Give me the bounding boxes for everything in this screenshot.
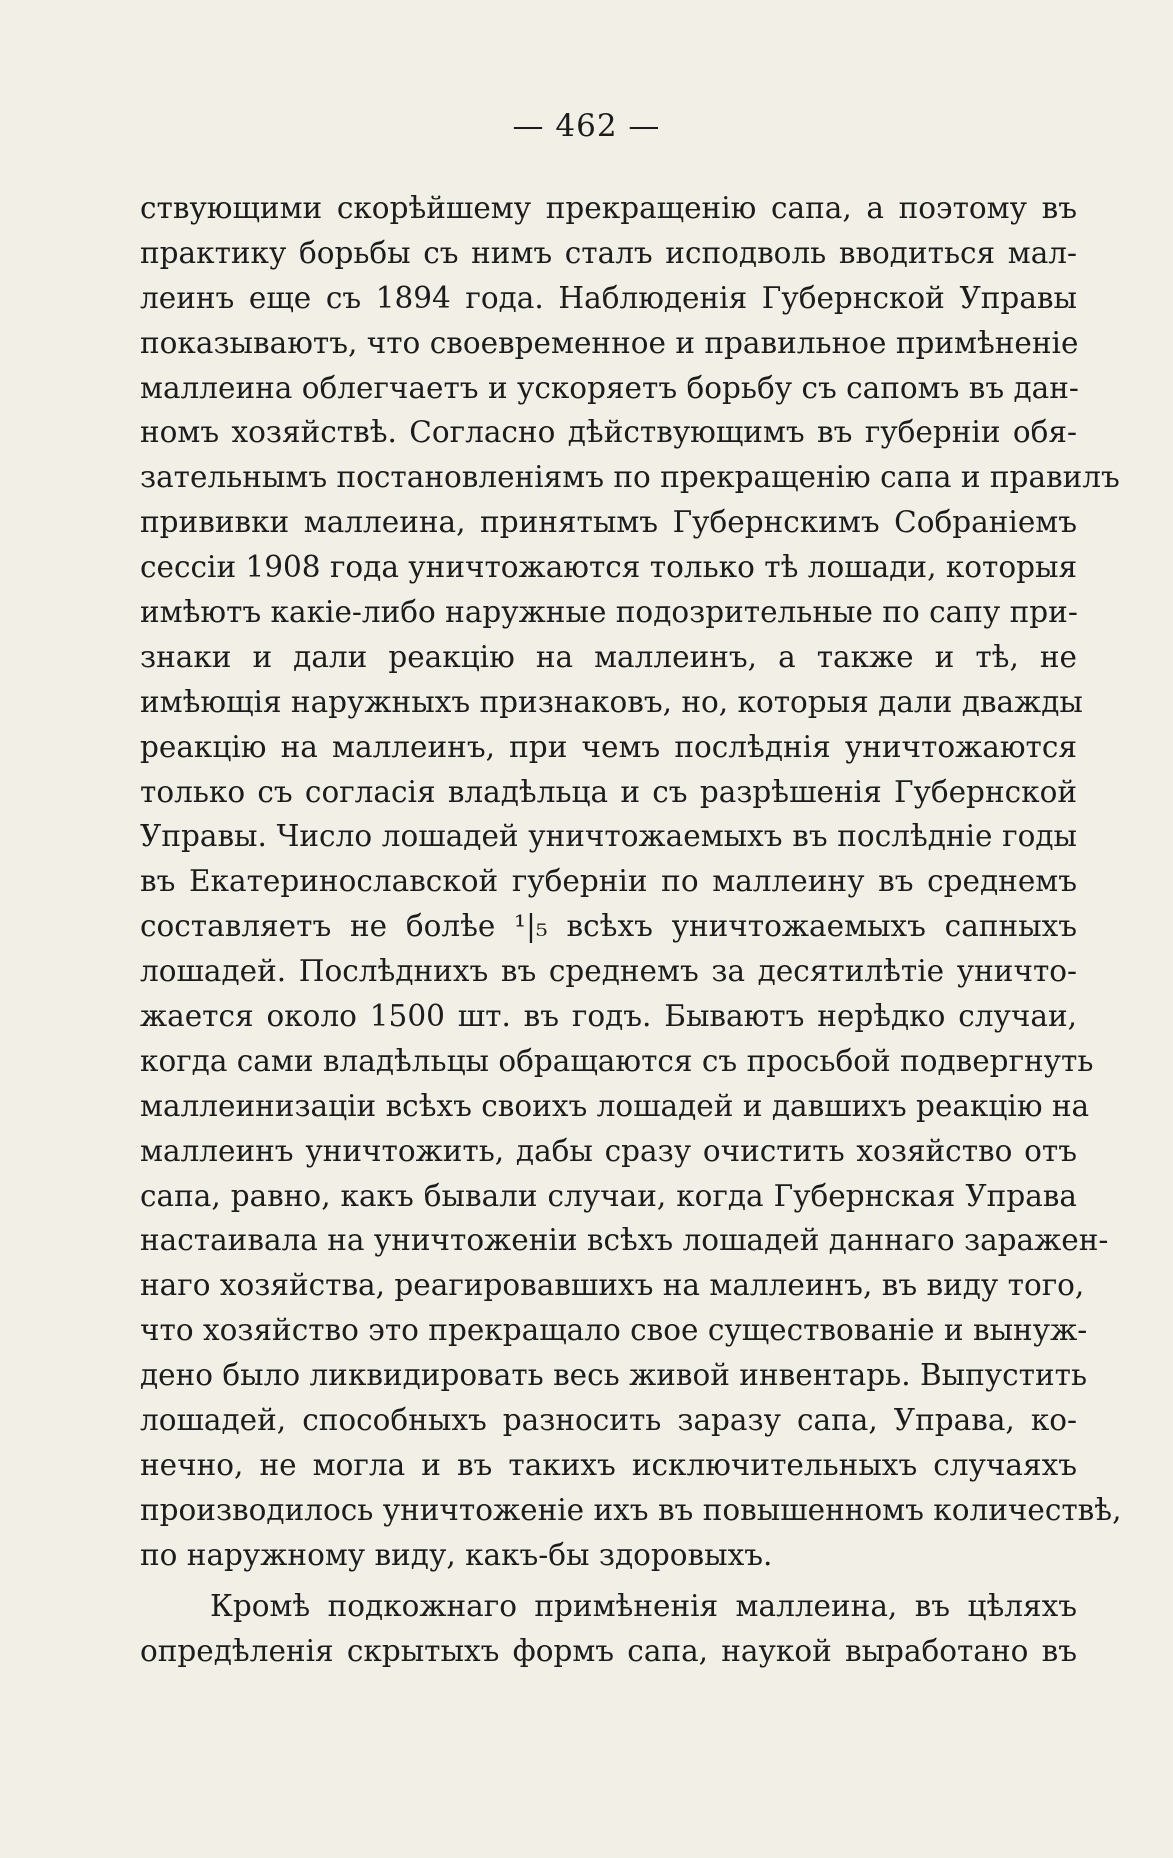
text-line: сессіи 1908 года уничтожаются только тѣ лошади, которыя bbox=[140, 550, 1078, 585]
text-line: знаки и дали реакцію на маллеинъ, а также и тѣ, не bbox=[140, 639, 1077, 674]
text-line: имѣющія наружныхъ признаковъ, но, которыя дали дважды bbox=[140, 684, 1083, 719]
text-line: когда сами владѣльцы обращаются съ просьбой подвергнуть bbox=[140, 1043, 1094, 1078]
page-number: — 462 — bbox=[512, 108, 661, 144]
text-line: реакцію на маллеинъ, при чемъ послѣднія уничтожаются bbox=[140, 729, 1077, 764]
text-line: въ Екатеринославской губерніи по маллеину въ среднемъ bbox=[140, 864, 1077, 899]
text-line: жается около 1500 шт. въ годъ. Бываютъ нерѣдко случаи, bbox=[140, 999, 1077, 1034]
text-line: сапа, равно, какъ бывали случаи, когда Губернская Управа bbox=[140, 1178, 1077, 1213]
paragraph-1 bbox=[140, 186, 1122, 1578]
text-line: только съ согласія владѣльца и съ разрѣшенія Губернской bbox=[140, 774, 1077, 809]
text-line: имѣютъ какіе-либо наружные подозрительные по сапу при- bbox=[140, 595, 1078, 630]
text-line: дено было ликвидировать весь живой инвентарь. Выпустить bbox=[140, 1358, 1088, 1393]
text-line: прививки маллеина, принятымъ Губернскимъ Собраніемъ bbox=[140, 505, 1077, 540]
text-line: маллеинъ уничтожить, дабы сразу очистить хозяйство отъ bbox=[140, 1133, 1077, 1168]
text-line: Управы. Число лошадей уничтожаемыхъ въ послѣдніе годы bbox=[140, 819, 1077, 854]
text-line: маллеинизаціи всѣхъ своихъ лошадей и давшихъ реакцію на bbox=[140, 1088, 1090, 1123]
text-line: лошадей, способныхъ разносить заразу сапа, Управа, ко- bbox=[140, 1403, 1077, 1438]
text-line: Кромѣ подкожнаго примѣненія маллеина, въ цѣляхъ bbox=[210, 1588, 1077, 1623]
text-line: лошадей. Послѣднихъ въ среднемъ за десятилѣтіе уничто- bbox=[140, 954, 1077, 989]
text-line: настаивала на уничтоженіи всѣхъ лошадей даннаго заражен- bbox=[140, 1223, 1109, 1258]
text-line: наго хозяйства, реагировавшихъ на маллеинъ, въ виду того, bbox=[140, 1268, 1085, 1303]
text-line: ствующими скорѣйшему прекращенію сапа, а поэтому въ bbox=[140, 191, 1077, 225]
text-line: составляетъ не болѣе ¹|₅ всѣхъ уничтожаемыхъ сапныхъ bbox=[140, 909, 1077, 944]
text-line: практику борьбы съ нимъ сталъ исподволь вводиться мал- bbox=[140, 235, 1077, 270]
paragraph-2 bbox=[140, 1584, 1077, 1674]
text-line: маллеина облегчаетъ и ускоряетъ борьбу съ сапомъ въ дан- bbox=[140, 370, 1079, 405]
text-line: по наружному виду, какъ-бы здоровыхъ. bbox=[140, 1537, 773, 1572]
text-line: показываютъ, что своевременное и правильное примѣненіе bbox=[140, 325, 1079, 360]
text-line: нечно, не могла и въ такихъ исключительныхъ случаяхъ bbox=[140, 1447, 1077, 1482]
text-line: опредѣленія скрытыхъ формъ сапа, наукой выработано въ bbox=[140, 1633, 1077, 1668]
body-text bbox=[140, 186, 1122, 1673]
text-line: зательнымъ постановленіямъ по прекращенію сапа и правилъ bbox=[140, 460, 1120, 495]
text-line: производилось уничтоженіе ихъ въ повышенномъ количествѣ, bbox=[140, 1492, 1122, 1527]
text-line: номъ хозяйствѣ. Согласно дѣйствующимъ въ губерніи обя- bbox=[140, 415, 1077, 450]
text-line: леинъ еще съ 1894 года. Наблюденія Губернской Управы bbox=[140, 280, 1077, 315]
text-line: что хозяйство это прекращало свое существованіе и вынуж- bbox=[140, 1313, 1088, 1348]
